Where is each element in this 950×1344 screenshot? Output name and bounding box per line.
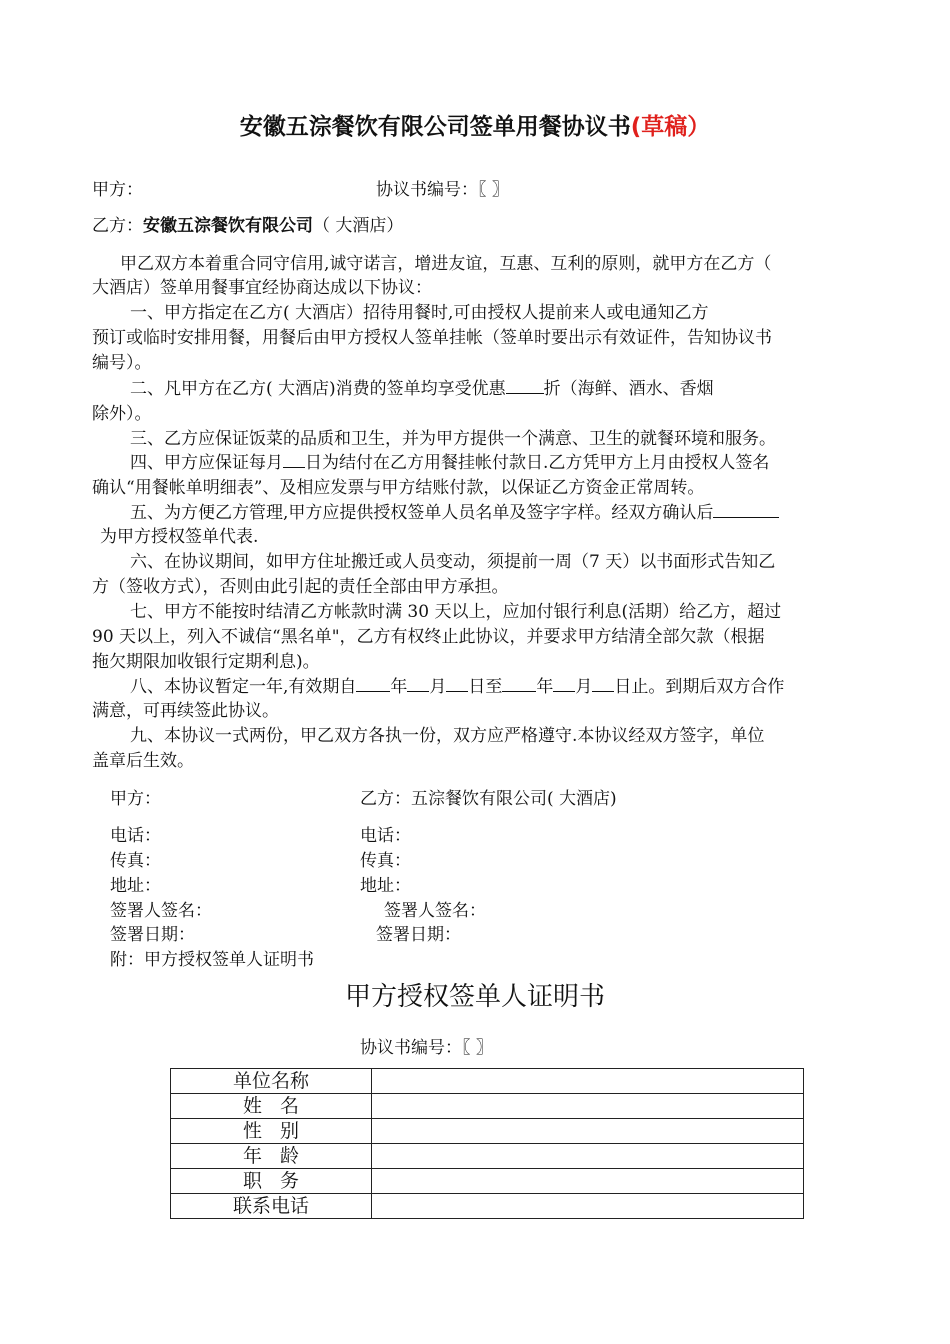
intro-line-2: 大酒店）签单用餐事宜经协商达成以下协议：	[92, 278, 432, 298]
clause-2-text-a: 二、凡甲方在乙方( 大酒店)消费的签单均享受优惠	[130, 379, 506, 399]
party-b-label: 乙方：	[92, 216, 143, 236]
sign-party-a: 甲方：	[110, 789, 161, 809]
table-row	[171, 1169, 804, 1194]
party-a-address: 地址：	[110, 876, 161, 896]
row-value[interactable]	[372, 1194, 804, 1219]
row-label: 年 龄	[171, 1144, 372, 1169]
start-year-blank	[356, 676, 390, 692]
row-value[interactable]	[372, 1144, 804, 1169]
signer-blank	[713, 502, 779, 518]
row-label: 联系电话	[171, 1194, 372, 1219]
clause-8-text-a: 八、本协议暂定一年,有效期自	[130, 677, 357, 697]
row-label: 性 别	[171, 1119, 372, 1144]
clause-4-line-1	[130, 448, 769, 473]
agreement-number: 协议书编号：〖 〗	[376, 180, 509, 200]
clause-4-text-b: 日为结付在乙方用餐挂帐付款日.乙方凭甲方上月由授权人签名	[305, 453, 770, 473]
row-value[interactable]	[372, 1119, 804, 1144]
pay-day-blank	[283, 452, 305, 468]
table-row	[171, 1144, 804, 1169]
clause-2-text-b: 折（海鲜、酒水、香烟	[543, 379, 714, 399]
clause-9-line-2: 盖章后生效。	[92, 751, 194, 771]
clause-5-line-2: 为甲方授权签单代表.	[100, 527, 259, 547]
start-year-label: 年	[390, 677, 408, 697]
party-b-signer: 签署人签名：	[384, 901, 486, 921]
party-a-date: 签署日期：	[110, 925, 195, 945]
end-month-blank	[553, 676, 575, 692]
sign-party-b: 乙方：五淙餐饮有限公司( 大酒店)	[360, 789, 617, 809]
party-a-fax: 传真：	[110, 851, 161, 871]
party-b-hotel: （ 大酒店）	[313, 216, 404, 236]
party-b-address: 地址：	[360, 876, 411, 896]
row-label: 姓 名	[171, 1094, 372, 1119]
clause-1-line-2: 预订或临时安排用餐，用餐后由甲方授权人签单挂帐（签单时要出示有效证件，告知协议书	[92, 328, 772, 348]
clause-9-line-1: 九、本协议一式两份，甲乙双方各执一份，双方应严格遵守.本协议经双方签字，单位	[130, 726, 765, 746]
row-label: 职 务	[171, 1169, 372, 1194]
end-day-blank	[592, 676, 614, 692]
start-month-blank	[407, 676, 429, 692]
clause-5-text-a: 五、为方便乙方管理,甲方应提供授权签单人员名单及签字字样。经双方确认后	[130, 503, 714, 523]
end-month-label: 月	[575, 677, 593, 697]
table-row	[171, 1194, 804, 1219]
party-a-phone: 电话：	[110, 826, 161, 846]
clause-4-text-a: 四、甲方应保证每月	[130, 453, 283, 473]
end-year-blank	[502, 676, 536, 692]
table-row	[171, 1094, 804, 1119]
row-value[interactable]	[372, 1094, 804, 1119]
certificate-agreement-number: 协议书编号：〖 〗	[360, 1038, 493, 1058]
draft-label: (草稿）	[630, 114, 711, 140]
start-day-label: 日至	[468, 677, 503, 697]
clause-1-line-1: 一、甲方指定在乙方( 大酒店）招待用餐时,可由授权人提前来人或电通知乙方	[130, 303, 709, 323]
clause-2-line-1	[130, 374, 714, 399]
clause-7-line-3: 拖欠期限加收银行定期利息)。	[92, 652, 320, 672]
start-month-label: 月	[429, 677, 447, 697]
clause-5-line-1	[130, 498, 779, 523]
end-year-label: 年	[536, 677, 554, 697]
clause-7-line-1: 七、甲方不能按时结清乙方帐款时满 30 天以上，应加付银行利息(活期）给乙方，超过	[130, 602, 782, 622]
table-row	[171, 1119, 804, 1144]
attachment-note: 附：甲方授权签单人证明书	[110, 950, 314, 970]
party-a-label: 甲方：	[92, 180, 143, 200]
party-b-phone: 电话：	[360, 826, 411, 846]
row-value[interactable]	[372, 1169, 804, 1194]
party-b-date: 签署日期：	[376, 925, 461, 945]
clause-6-line-1: 六、在协议期间，如甲方住址搬迁或人员变动，须提前一周（7 天）以书面形式告知乙	[130, 552, 776, 572]
document-title	[0, 108, 950, 141]
clause-8-line-1	[130, 672, 784, 697]
party-a-signer: 签署人签名：	[110, 901, 212, 921]
clause-7-line-2: 90 天以上，列入不诚信“黑名单"，乙方有权终止此协议，并要求甲方结清全部欠款（根据	[92, 627, 765, 647]
party-b-fax: 传真：	[360, 851, 411, 871]
intro-line-1: 甲乙双方本着重合同守信用,诚守诺言，增进友谊，互惠、互利的原则，就甲方在乙方（	[120, 254, 772, 274]
clause-2-line-2: 除外）。	[92, 404, 152, 424]
party-b-line	[92, 211, 403, 236]
table-row	[171, 1069, 804, 1094]
discount-blank	[506, 378, 544, 394]
clause-3: 三、乙方应保证饭菜的品质和卫生，并为甲方提供一个满意、卫生的就餐环境和服务。	[130, 429, 776, 449]
title-main: 安徽五淙餐饮有限公司签单用餐协议书	[239, 114, 631, 140]
row-value[interactable]	[372, 1069, 804, 1094]
clause-4-line-2: 确认“用餐帐单明细表”、及相应发票与甲方结账付款，以保证乙方资金正常周转。	[92, 478, 705, 498]
row-label: 单位名称	[171, 1069, 372, 1094]
clause-8-line-2: 满意，可再续签此协议。	[92, 701, 279, 721]
clause-6-line-2: 方（签收方式），否则由此引起的责任全部由甲方承担。	[92, 577, 509, 597]
clause-1-line-3: 编号）。	[92, 353, 152, 373]
certificate-title: 甲方授权签单人证明书	[344, 982, 605, 1012]
start-day-blank	[446, 676, 468, 692]
party-b-company: 安徽五淙餐饮有限公司	[143, 216, 313, 236]
signer-info-table	[170, 1068, 804, 1219]
clause-8-text-end: 日止。到期后双方合作	[614, 677, 785, 697]
